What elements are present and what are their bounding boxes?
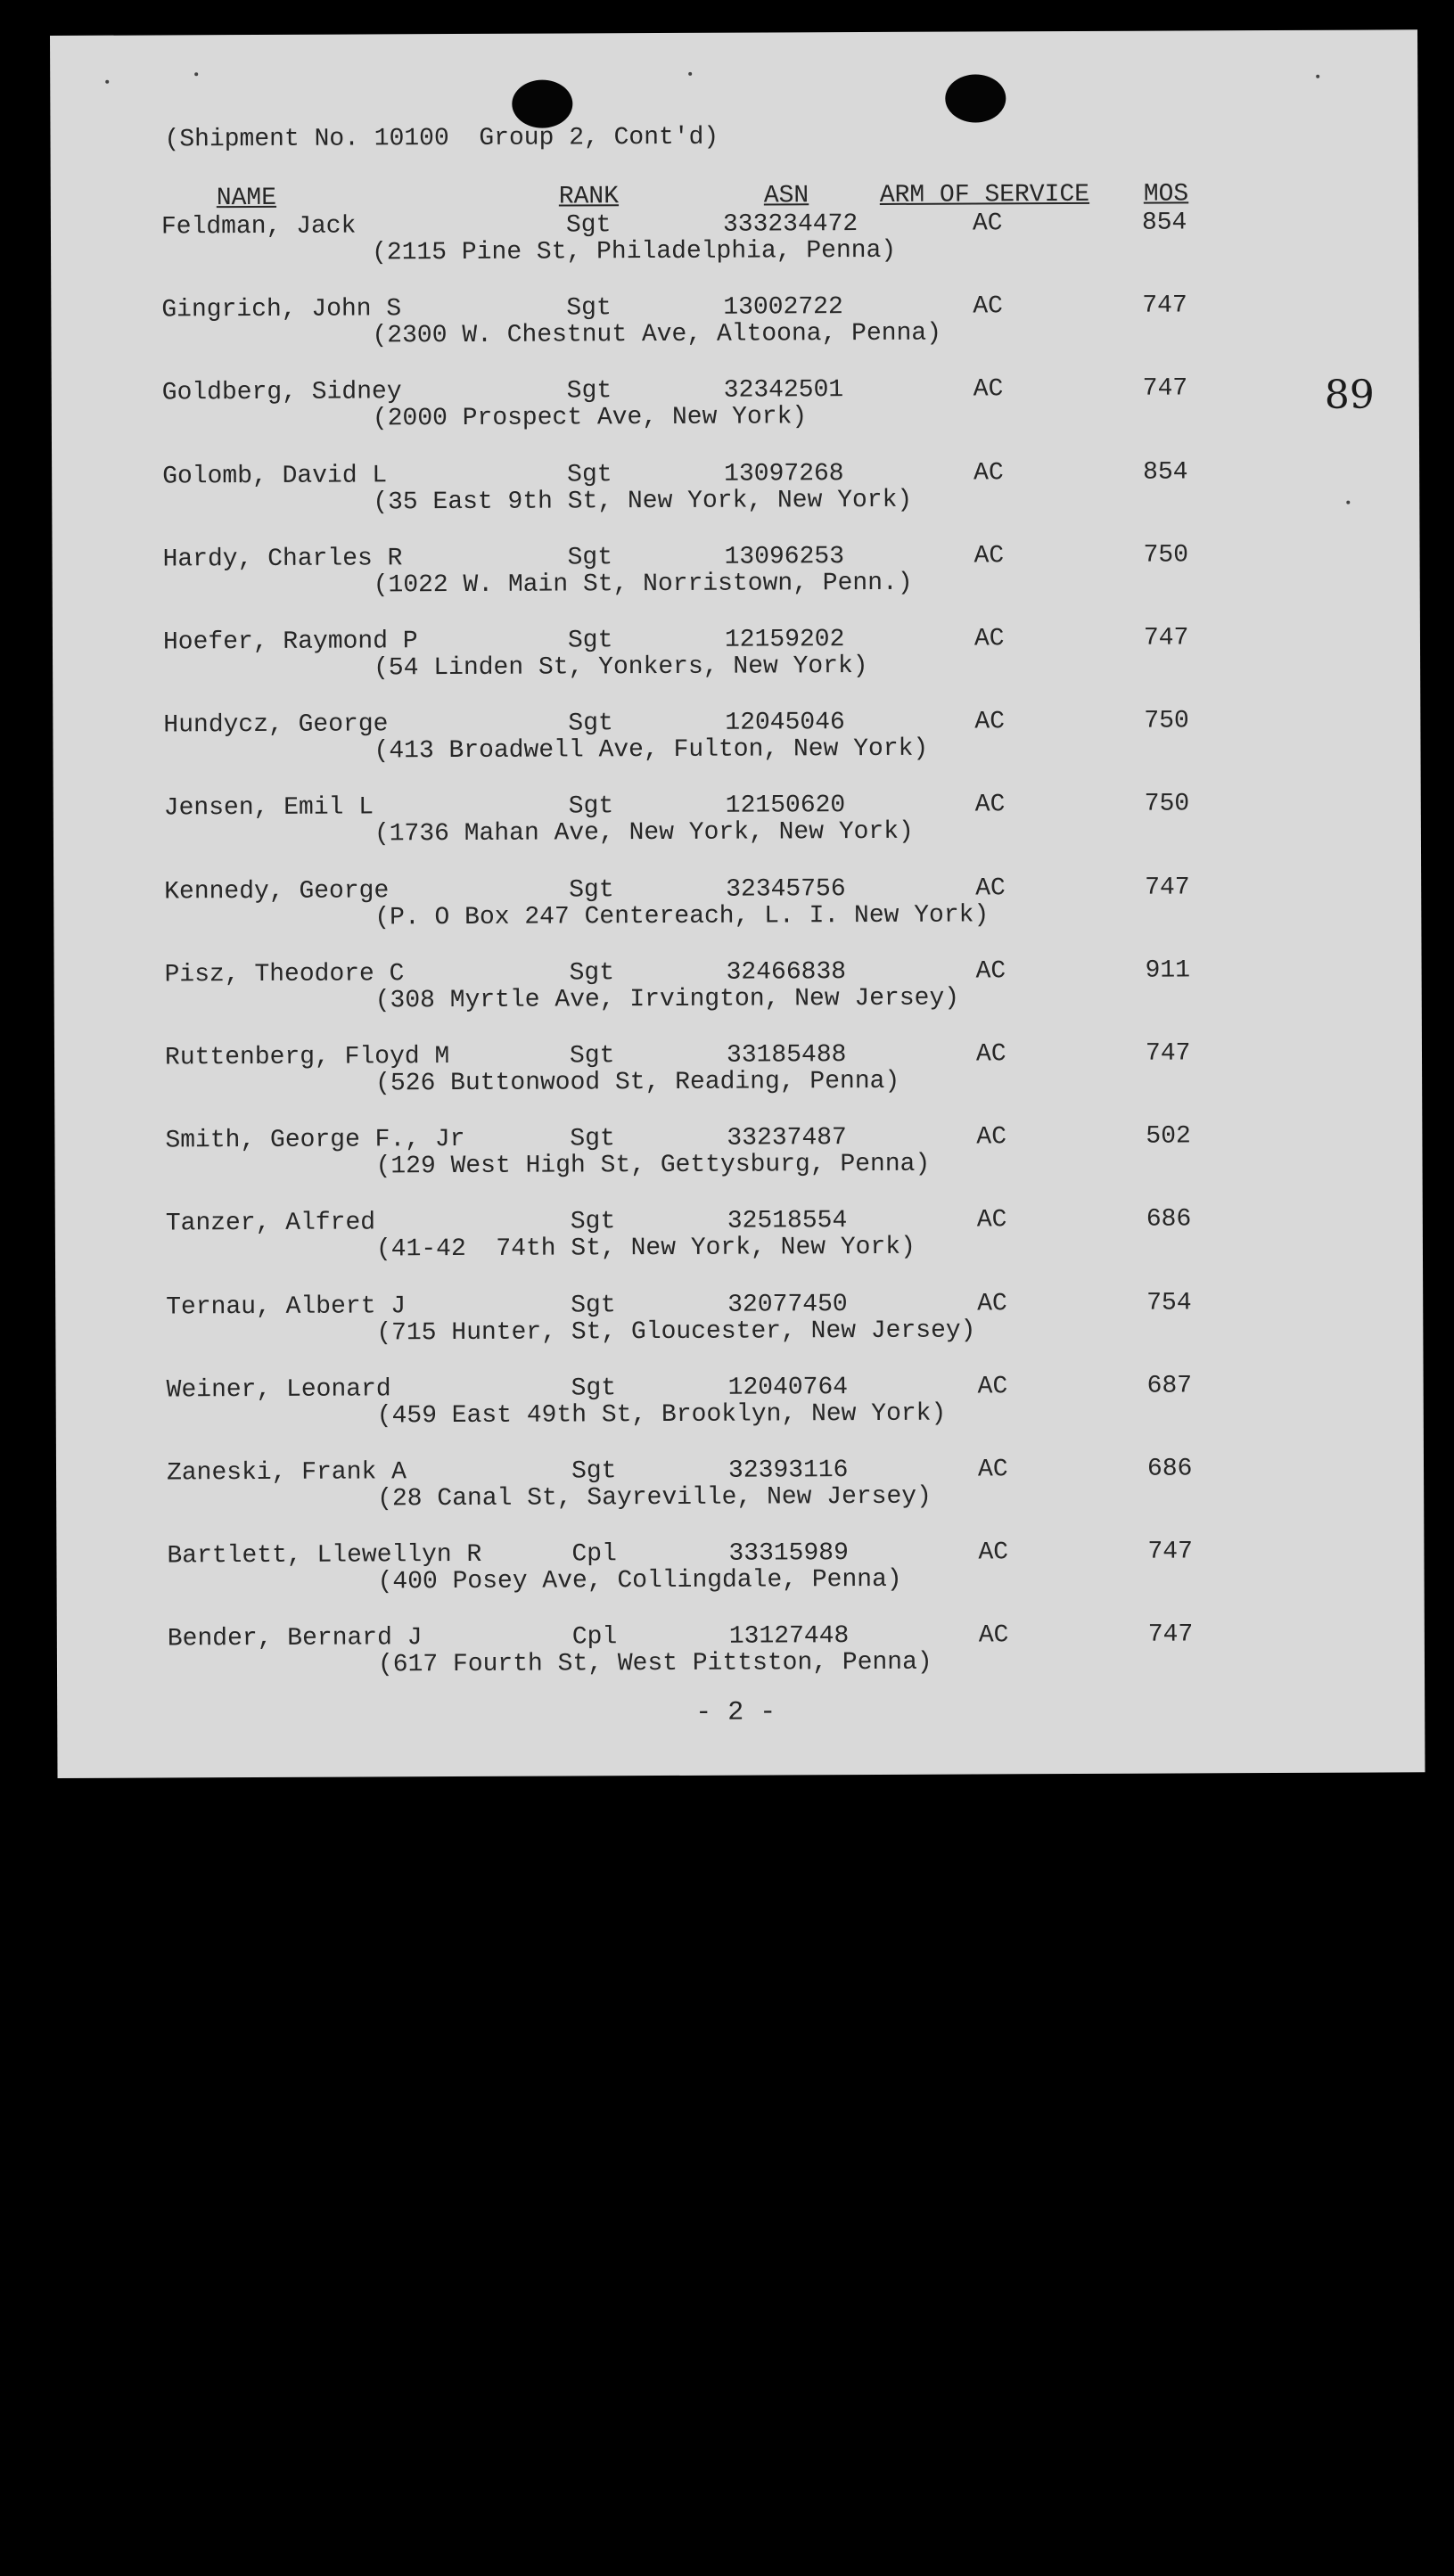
entry-rank: Sgt <box>571 1457 617 1486</box>
entry-arm-of-service: AC <box>973 292 1004 321</box>
entry-name: Kennedy, George <box>164 876 390 907</box>
entry-asn: 13127448 <box>728 1622 850 1652</box>
entry-address: (1022 W. Main St, Norristown, Penn.) <box>373 569 913 600</box>
personnel-entry <box>56 1537 1424 1626</box>
entry-rank: Sgt <box>568 710 613 738</box>
entry-mos: 686 <box>1146 1205 1192 1235</box>
entry-address: (P. O Box 247 Centereach, L. I. New York) <box>374 901 990 932</box>
entry-asn: 13097268 <box>724 459 844 488</box>
entry-mos: 750 <box>1143 541 1189 570</box>
entry-address: (308 Myrtle Ave, Irvington, New Jersey) <box>374 984 960 1015</box>
entry-address: (129 West High St, Gettysburg, Penna) <box>375 1150 931 1181</box>
entry-address: (2115 Pine St, Philadelphia, Penna) <box>372 236 897 267</box>
entry-rank: Sgt <box>569 1042 615 1071</box>
entry-address: (35 East 9th St, New York, New York) <box>373 486 913 517</box>
entry-asn: 12150620 <box>725 792 846 821</box>
entry-asn: 32466838 <box>726 957 847 987</box>
entry-asn: 32345756 <box>726 874 846 904</box>
entry-address: (2300 W. Chestnut Ave, Altoona, Penna) <box>372 319 942 350</box>
speck <box>194 72 198 76</box>
personnel-entry <box>53 790 1421 879</box>
entry-name: Bartlett, Llewellyn R <box>167 1541 482 1571</box>
entry-arm-of-service: AC <box>977 1373 1008 1401</box>
shipment-header: (Shipment No. 10100 Group 2, Cont'd) <box>164 123 719 154</box>
personnel-entry <box>53 706 1420 795</box>
entry-arm-of-service: AC <box>976 1206 1007 1235</box>
entry-asn: 12159202 <box>724 626 845 654</box>
entry-rank: Sgt <box>569 959 615 988</box>
entry-rank: Cpl <box>571 1540 617 1569</box>
entry-mos: 747 <box>1147 1538 1193 1566</box>
entry-mos: 747 <box>1145 1039 1191 1068</box>
personnel-entry <box>53 623 1420 712</box>
entry-rank: Sgt <box>567 627 613 655</box>
entry-address: (459 East 49th St, Brooklyn, New York) <box>376 1399 947 1431</box>
entry-asn: 32342501 <box>723 376 844 406</box>
entry-rank: Sgt <box>565 211 612 240</box>
entry-arm-of-service: AC <box>974 791 1006 819</box>
entry-mos: 686 <box>1146 1455 1193 1483</box>
entry-arm-of-service: AC <box>977 1456 1008 1484</box>
personnel-entry <box>52 374 1419 464</box>
entry-mos: 747 <box>1143 624 1189 652</box>
entry-name: Ruttenberg, Floyd M <box>164 1043 450 1072</box>
entry-address: (1736 Mahan Ave, New York, New York) <box>374 818 914 849</box>
page-stamp-number: 89 <box>1324 372 1375 418</box>
personnel-entry <box>55 1288 1423 1377</box>
entry-address: (41-42 74th St, New York, New York) <box>375 1234 916 1264</box>
punch-hole <box>512 79 572 127</box>
personnel-entry <box>51 291 1418 380</box>
entry-address: (28 Canal St, Sayreville, New Jersey) <box>377 1482 932 1514</box>
entry-name: Tanzer, Alfred <box>165 1209 376 1238</box>
entry-rank: Sgt <box>569 875 614 905</box>
entry-address: (715 Hunter, St, Gloucester, New Jersey) <box>376 1317 976 1348</box>
personnel-entry <box>54 956 1422 1045</box>
entry-arm-of-service: AC <box>973 625 1005 653</box>
personnel-entry <box>57 1620 1425 1710</box>
entry-arm-of-service: AC <box>975 957 1006 986</box>
entry-arm-of-service: AC <box>976 1123 1007 1152</box>
entry-name: Gingrich, John S <box>161 295 402 324</box>
entry-mos: 911 <box>1145 956 1191 985</box>
entry-address: (526 Buttonwood St, Reading, Penna) <box>375 1067 900 1098</box>
entry-address: (2000 Prospect Ave, New York) <box>372 403 808 433</box>
entry-arm-of-service: AC <box>973 458 1004 488</box>
speck <box>105 80 109 84</box>
entry-arm-of-service: AC <box>972 209 1003 238</box>
entry-address: (54 Linden St, Yonkers, New York) <box>374 652 868 683</box>
entry-mos: 747 <box>1142 291 1187 320</box>
entry-asn: 32077450 <box>727 1290 848 1319</box>
entry-rank: Sgt <box>568 792 614 821</box>
entry-asn: 333234472 <box>722 210 858 239</box>
entry-rank: Sgt <box>571 1291 616 1320</box>
personnel-entry <box>51 208 1418 297</box>
entry-name: Goldberg, Sidney <box>161 378 402 407</box>
entry-rank: Sgt <box>570 1208 616 1236</box>
column-header-mos: MOS <box>1143 180 1189 209</box>
entry-mos: 687 <box>1146 1372 1193 1400</box>
entry-rank: Sgt <box>571 1374 617 1403</box>
entry-rank: Sgt <box>566 377 612 406</box>
entry-asn: 33237487 <box>727 1124 847 1153</box>
entry-asn: 12045046 <box>725 709 845 737</box>
entry-mos: 750 <box>1144 707 1189 735</box>
entry-mos: 754 <box>1146 1289 1192 1317</box>
entry-rank: Sgt <box>566 294 612 323</box>
entry-rank: Sgt <box>567 460 612 489</box>
personnel-entry <box>52 457 1419 546</box>
personnel-entry <box>54 1038 1422 1128</box>
entry-asn: 13096253 <box>724 542 845 571</box>
entry-arm-of-service: AC <box>978 1621 1009 1650</box>
speck <box>1316 75 1319 78</box>
entry-rank: Sgt <box>570 1125 615 1153</box>
personnel-entry <box>52 540 1419 629</box>
column-header-name: NAME <box>216 184 277 213</box>
entry-arm-of-service: AC <box>977 1289 1007 1318</box>
entry-mos: 747 <box>1145 874 1190 902</box>
entry-mos: 502 <box>1146 1122 1191 1151</box>
entry-name: Bender, Bernard J <box>167 1624 423 1653</box>
entry-name: Zaneski, Frank A <box>166 1458 407 1488</box>
entry-name: Weiner, Leonard <box>166 1375 391 1405</box>
entry-arm-of-service: AC <box>978 1538 1009 1567</box>
entry-name: Smith, George F., Jr <box>165 1126 465 1155</box>
entry-arm-of-service: AC <box>974 708 1006 736</box>
entry-name: Feldman, Jack <box>160 212 357 242</box>
entry-arm-of-service: AC <box>973 375 1004 404</box>
entry-rank: Sgt <box>567 544 613 572</box>
entry-name: Jensen, Emil L <box>163 793 374 823</box>
column-header-asn: ASN <box>763 182 809 210</box>
entry-name: Ternau, Albert J <box>166 1292 407 1322</box>
entry-name: Hoefer, Raymond P <box>162 628 418 657</box>
entry-name: Hundycz, George <box>163 710 389 740</box>
entry-mos: 747 <box>1147 1620 1194 1650</box>
entry-asn: 33315989 <box>728 1539 849 1568</box>
personnel-entry <box>54 1121 1422 1210</box>
entry-mos: 854 <box>1143 458 1188 487</box>
entry-name: Pisz, Theodore C <box>164 960 405 989</box>
personnel-entry <box>55 1205 1423 1294</box>
document-page <box>50 29 1425 1778</box>
entry-asn: 32518554 <box>727 1207 848 1236</box>
entry-address: (413 Broadwell Ave, Fulton, New York) <box>374 734 929 766</box>
speck <box>688 72 692 76</box>
entry-address: (617 Fourth St, West Pittston, Penna) <box>377 1649 932 1679</box>
entry-mos: 747 <box>1142 374 1188 404</box>
personnel-entry <box>56 1371 1424 1460</box>
entry-arm-of-service: AC <box>975 1040 1006 1069</box>
personnel-entry <box>56 1454 1424 1543</box>
column-header-rank: RANK <box>558 183 620 211</box>
entry-name: Golomb, David L <box>162 461 388 491</box>
entry-arm-of-service: AC <box>973 542 1005 570</box>
entry-address: (400 Posey Ave, Collingdale, Penna) <box>377 1566 902 1596</box>
personnel-entry <box>53 873 1421 962</box>
entry-name: Hardy, Charles R <box>162 545 403 574</box>
entry-asn: 32393116 <box>727 1456 849 1485</box>
entry-rank: Cpl <box>571 1623 618 1652</box>
punch-hole <box>945 74 1006 122</box>
column-header-arm: ARM OF SERVICE <box>879 180 1090 209</box>
entry-asn: 12040764 <box>727 1373 849 1402</box>
entry-mos: 854 <box>1141 209 1187 237</box>
page-number: - 2 - <box>695 1697 776 1728</box>
entry-asn: 13002722 <box>723 293 843 322</box>
entry-arm-of-service: AC <box>975 874 1006 903</box>
entry-asn: 33185488 <box>726 1041 847 1070</box>
entry-mos: 750 <box>1144 790 1190 819</box>
